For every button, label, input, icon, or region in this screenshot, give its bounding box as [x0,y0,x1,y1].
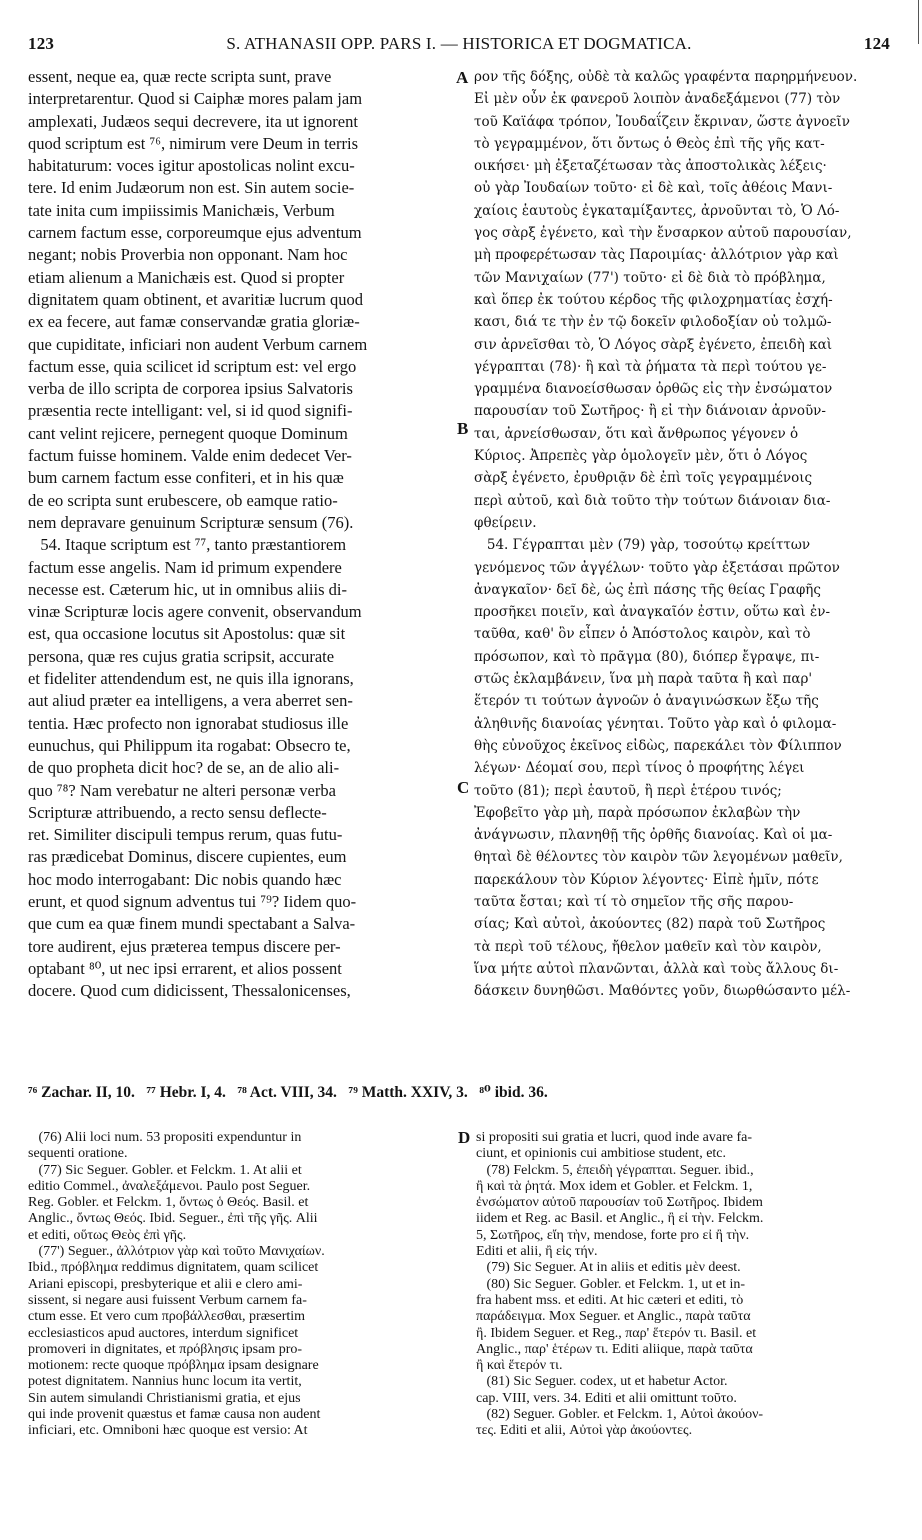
note-line: ἢ. Ibidem Seguer. et Reg., παρ' ἕτερόν τι. Basil. et [476,1325,757,1341]
latin-text-line: nem depravare genuinum Scripturæ sensum (76). [28,512,354,532]
greek-text-line: οὐ γὰρ Ἰουδαίων τοῦτο· εἰ δὲ καὶ, τοῖς ἀθέοις Μανι- [474,180,833,197]
note-line: Editi et alii, ἢ εἰς τήν. [476,1244,598,1260]
note-line: Ibid., πρόβλημα reddimus dignitatem, quam scilicet [28,1260,319,1276]
latin-text-line: de eo scripta sunt erubescere, ob eamque ratio- [28,490,338,510]
greek-text-line: γενόμενος τῶν ἀγγέλων· τοῦτο γὰρ ἐξετάσαι πρῶτον [474,559,840,576]
section-marker-a: A [456,68,469,87]
greek-text-line: γος σὰρξ ἐγένετο, καὶ τὴν ἔνσαρκον αὐτοῦ παρουσίαν, [474,225,852,242]
note-line: (79) Sic Seguer. At in aliis et editis μὲν deest. [476,1260,741,1276]
page-number-right: 124 [863,34,890,53]
latin-text-line: 54. Itaque scriptum est ⁷⁷, tanto præstantiorem [28,535,347,555]
latin-text-line: Scripturæ attribuendo, a recto sensu deflecte- [28,802,327,822]
latin-text-line: vinæ Scripturæ locis agere convenit, observandum [28,602,362,622]
greek-text-line: τοῦτο (81); περὶ ἑαυτοῦ, ἢ περὶ ἑτέρου τινός; [474,782,782,799]
latin-text-line: tate inita cum impiissimis Manichæis, Verbum [28,200,335,220]
latin-text-line: aut aliud præter ea intelligens, a vera aberret sen- [28,691,353,711]
latin-text-line: dignitatem quam obtinent, et avaritiæ lucrum quod [28,289,363,309]
greek-text-line: τὰ περὶ τοῦ τέλους, ἤθελον μαθεῖν καὶ τὸν καιρὸν, [474,938,822,955]
page-edge-line [918,0,919,44]
greek-text-line: οικήσει· μὴ ἐξεταζέτωσαν τὰς ἀποστολικὰς λέξεις· [474,158,827,175]
latin-text-line: quo ⁷⁸? Nam verebatur ne alteri personæ verba [28,780,336,800]
note-line: sequenti oratione. [28,1146,128,1162]
latin-text-line: factum esse angelis. Nam id primum expendere [28,557,342,577]
latin-text-line: docere. Quod cum didicissent, Thessalonicenses, [28,981,351,1001]
latin-text-line: amplexati, Judæos sequi decrevere, ita ut ignorent [28,111,358,131]
latin-text-line: ras prædicebat Dominus, discere cupientes, eum [28,847,347,867]
note-line: iidem et Reg. ac Basil. et Anglic., ἢ εἰ τὴν. Felckm. [476,1211,764,1227]
section-marker-d: D [458,1128,471,1147]
greek-text-line: θηταὶ δὲ θέλοντες τὸν καιρὸν τῶν λεγομένων μαθεῖν, [474,849,843,866]
latin-text-line: eunuchus, qui Philippum ita rogabat: Obsecro te, [28,735,351,755]
latin-text-line: negant; nobis Proverbia non opponant. Nam hoc [28,245,348,265]
note-line: Sin autem simulandi Christianismi gratia, et ejus [28,1390,301,1406]
notes-left-column [28,1130,456,1440]
latin-text-line: hoc modo interrogabant: Dic nobis quando hæc [28,869,342,889]
greek-text-line: τὸ γεγραμμένον, ὅτι ὄντως ὁ Θεὸς ἐπὶ τῆς γῆς κατ- [474,135,825,152]
greek-text-line: ρον τῆς δόξης, οὐδὲ τὰ καλῶς γραφέντα παρηρμήνευον. [474,69,858,85]
latin-text-line: essent, neque ea, quæ recte scripta sunt, prave [28,67,332,86]
note-line: ἢ καὶ τὰ ῥητά. Mox idem et Gobler. et Felckm. 1, [476,1178,753,1194]
note-line: si propositi sui gratia et lucri, quod inde avare fa- [476,1130,753,1145]
note-line: (82) Seguer. Gobler. et Felckm. 1, Αὐτοὶ ἀκούον- [476,1407,764,1423]
note-line: (80) Sic Seguer. Gobler. et Felckm. 1, ut et in- [476,1276,746,1292]
greek-text-line: ἀνάγνωσιν, πλανηθῇ τῆς ὀρθῆς διανοίας. Καὶ οἱ μα- [474,827,833,844]
note-line: ἢ καὶ ἕτερόν τι. [476,1358,563,1374]
latin-text-line: quod scriptum est ⁷⁶, nimirum vere Deum in terris [28,133,358,153]
greek-text-line: ται, ἀρνείσθωσαν, ὅτι καὶ ἄνθρωπος γέγονεν ὁ [474,425,799,442]
latin-text-line: optabant ⁸⁰, ut nec ipsi errarent, et alios possent [28,958,342,978]
greek-text-line: καὶ ὅπερ ἐκ τούτου κέρδος τῆς φιλοχρηματίας ἐσχή- [474,291,833,308]
running-header [28,34,890,58]
latin-text-line: bum carnem factum esse confiteri, et in his quæ [28,468,344,488]
note-line: ciunt, et opinionis cui ambitiose student, etc. [476,1146,727,1162]
greek-text-line: προσῆκει ποιεῖν, καὶ ἀναγκαῖόν ἐστιν, οὕτω καὶ ἐν- [474,604,831,621]
latin-text-column [28,66,456,1002]
note-line: (77) Sic Seguer. Gobler. et Felckm. 1. At alii et [28,1162,302,1178]
greek-text-column [474,66,904,1002]
note-line: Ariani episcopi, presbyterique et alii e clero ami- [28,1276,303,1292]
greek-text-line: Ἐφοβεῖτο γὰρ μὴ, παρὰ πρόσωπον ἐκλαβὼν τὴν [474,804,801,821]
note-line: sissent, si negare ausi fuissent Verbum carnem fa- [28,1292,307,1308]
latin-text-line: tere. Id enim Judæorum non est. Sin autem socie- [28,178,355,198]
note-line: Anglic., παρ' ἑτέρων τι. Editi aliique, παρὰ ταῦτα [476,1341,753,1357]
note-line: ecclesiasticos apud auctores, interdum significet [28,1325,299,1341]
note-line: motionem: recte quoque πρόβλημα ipsam designare [28,1358,319,1374]
greek-text-line: παρουσίαν τοῦ Σωτῆρος· ἢ εἰ τὴν διάνοιαν ἀρνοῦν- [474,403,826,420]
greek-text-line: σιν ἀρνεῖσθαι τὸ, Ὁ Λόγος σὰρξ ἐγένετο, ἐπειδὴ καὶ [474,336,833,353]
latin-text-line: erunt, et quod signum adventus tui ⁷⁹? Iidem quo- [28,891,357,911]
latin-text-line: necesse est. Cæterum hic, ut in omnibus aliis di- [28,579,347,599]
latin-text-line: interpretarentur. Quod si Caiphæ mores palam jam [28,89,363,109]
note-line: qui inde provenit quæstus et famæ causa non audent [28,1407,321,1423]
latin-text-line: etiam alienum a Manichæis est. Quod si propter [28,267,345,287]
greek-text-line: περὶ αὐτοῦ, καὶ διὰ τοῦτο τὴν τούτων διάνοιαν δια- [474,492,831,509]
note-line: promoveri in dignitates, et πρόβλησις ipsam pro- [28,1341,303,1357]
note-line: (76) Alii loci num. 53 propositi expenduntur in [28,1130,302,1145]
greek-text-line: παρεκάλουν τὸν Κύριον λέγοντες· Εἰπὲ ἡμῖν, πότε [474,871,819,888]
latin-text-line: cant velint rejicere, pernegent quoque Dominum [28,423,348,443]
latin-text-line: ret. Similiter discipuli tempus rerum, quas futu- [28,825,343,845]
greek-text-line: ταῦτα ἔσται; καὶ τί τὸ σημεῖον τῆς σῆς παρου- [474,893,794,910]
greek-text-line: τῶν Μανιχαίων (77') τοῦτο· εἰ δὲ διὰ τὸ πρόβλημα, [474,269,826,286]
greek-text-line: ἕτερόν τι τούτων ἀγνοῶν ὁ ἀναγινώσκων ἔξω τῆς [474,693,819,710]
greek-text-line: τοῦ Καϊάφα τρόπον, Ἰουδαΐζειν ἔκριναν, ὥστε ἀγνοεῖν [474,113,850,130]
greek-text-line: ἀναγκαῖον· δεῖ δὲ, ὡς ἐπὶ πάσης τῆς θείας Γραφῆς [474,581,821,598]
greek-text-line: λέγων· Δέομαί σου, περὶ τίνος ὁ προφήτης λέγει [474,760,805,777]
latin-text-line: factum esse, quia scilicet id scriptum est: vel ergo [28,356,357,376]
latin-text-line: factum fuisse hominem. Valde enim dedecet Ver- [28,446,352,466]
note-line: potest dignitatem. Nannius hunc locum ita vertit, [28,1374,302,1390]
greek-text-line: στῶς ἐκλαμβάνειν, ἵνα μὴ παρὰ ταῦτα ἢ καὶ παρ' [474,671,813,688]
latin-text-line: est, qua occasione locutus sit Apostolus: quæ sit [28,624,346,644]
notes-right-column [476,1130,904,1440]
note-line: παράδειγμα. Mox Seguer. et Anglic., παρὰ ταῦτα [476,1309,751,1325]
greek-text-line: ἀληθινῆς διανοίας γένηται. Τοῦτο γὰρ καὶ ὁ φιλομα- [474,715,837,732]
greek-text-line: σὰρξ ἐγένετο, ἐρυθριᾷν δὲ ἐπὶ τοῖς γεγραμμένοις [474,470,813,487]
greek-text-line: σίας; Καὶ αὐτοὶ, ἀκούοντες (82) παρὰ τοῦ Σωτῆρος [474,916,826,933]
note-line: ctum esse. Et vero cum προβάλλεσθαι, præsertim [28,1309,306,1325]
latin-text-line: de quo propheta dicit hoc? de se, an de alio ali- [28,758,340,778]
note-line: (77') Seguer., ἀλλότριον γὰρ καὶ τοῦτο Μανιχαίων. [28,1244,325,1260]
latin-text-line: que cum ea quæ finem mundi spectabant a Salva- [28,914,356,934]
note-line: cap. VIII, vers. 34. Editi et alii omittunt τοῦτο. [476,1390,737,1406]
greek-text-line: πρόσωπον, καὶ τὸ πρᾶγμα (80), διόπερ ἔγραψε, πι- [474,648,820,665]
note-line: τες. Editi et alii, Αὐτοὶ γὰρ ἀκούοντες. [476,1423,693,1439]
note-line: et editi, οὕτως Θεὸς ἐπὶ γῆς. [28,1227,187,1243]
latin-text-line: persona, quæ res cujus gratia scripsit, accurate [28,646,335,666]
note-line: ἐνσώματον αὐτοῦ παρουσίαν τοῦ Σωτῆρος. Ibidem [476,1195,763,1211]
latin-text-line: tentia. Hæc profecto non ignorabat studiosus ille [28,713,349,733]
greek-text-line: θὴς εὐνοῦχος ἐκεῖνος εἰδὼς, παρεκάλει τὸν Φίλιππον [474,737,842,754]
greek-text-line: δάσκειν δυνηθῶσι. Μαθόντες γοῦν, διωρθώσαντο μέλ- [474,983,851,1000]
note-line: Reg. Gobler. et Felckm. 1, ὄντως ὁ Θεός. Basil. et [28,1195,309,1211]
latin-text-line: tore audirent, ejus præterea tempus discere per- [28,936,341,956]
note-line: (81) Sic Seguer. codex, ut et habetur Actor. [476,1374,728,1390]
greek-text-line: μὴ προφερέτωσαν τὰς Παροιμίας· ἀλλότριον γὰρ καὶ [474,247,839,264]
latin-text-line: et fideliter attendendum est, ne quis illa ignorans, [28,669,354,689]
latin-text-line: carnem factum esse, corporeumque ejus adventum [28,223,362,243]
greek-text-line: κασι, διά τε τὴν ἐν τῷ δοκεῖν φιλοδοξίαν οὐ τολμῶ- [474,314,832,331]
scripture-references: ⁷⁶ Zachar. II, 10. ⁷⁷ Hebr. I, 4. ⁷⁸ Act. VIII, 34. ⁷⁹ Matth. XXIV, 3. ⁸⁰ ibid. 36. [28,1084,548,1101]
latin-text-line: verba de illo scripta de corporea ipsius Salvatoris [28,379,353,399]
greek-text-line: γέγραπται (78)· ἢ καὶ τὰ ῥήματα τὰ περὶ τούτου γε- [474,358,827,375]
greek-text-line: φθείρειν. [474,514,537,531]
note-line: Anglic., ὄντως Θεός. Ibid. Seguer., ἐπὶ τῆς γῆς. Alii [28,1211,318,1227]
section-marker-c: C [457,778,470,797]
section-marker-b: B [457,419,469,438]
greek-text-line: χαίοις ἑαυτοὺς ἐγκαταμίξαντες, ἀρνοῦνται τὸ, Ὁ Λό- [474,202,840,219]
page-number-left: 123 [28,34,55,53]
note-line: fra habent mss. et editi. At hic cæteri et editi, τὸ [476,1292,744,1308]
latin-text-line: ex ea fecere, aut famæ conservandæ gratia gloriæ- [28,312,360,332]
greek-text-line: Εἰ μὲν οὖν ἐκ φανεροῦ λοιπὸν ἀναδεξάμενοι (77) τὸν [474,91,841,108]
note-line: 5, Σωτῆρος, εἴη τὴν, mendose, forte pro εἰ ἢ τὴν. [476,1227,750,1243]
running-title: S. ATHANASII OPP. PARS I. — HISTORICA ET DOGMATICA. [226,34,692,53]
latin-text-line: præsentia recte intelligant: vel, si id quod signifi- [28,401,353,421]
latin-text-line: que cupiditate, inficiari non audent Verbum carnem [28,334,368,354]
note-line: inficiari, etc. Omniboni hæc quoque est versio: At [28,1423,308,1439]
greek-text-line: Κύριος. Ἀπρεπὲς γὰρ ὁμολογεῖν μὲν, ὅτι ὁ Λόγος [474,448,808,465]
latin-text-line: habitaturum: voces igitur apostolicas nolint excu- [28,156,355,176]
greek-text-line: ταῦθα, καθ' ὃν εἶπεν ὁ Ἀπόστολος καιρὸν, καὶ τὸ [474,626,811,643]
note-line: editio Commel., ἀναλεξάμενοι. Paulo post Seguer. [28,1178,311,1194]
note-line: (78) Felckm. 5, ἐπειδὴ γέγραπται. Seguer. ibid., [476,1162,754,1178]
greek-text-line: γραμμένα διανοείσθωσαν ὀρθῶς εἰς τὴν ἐνσώματον [474,381,833,398]
greek-text-line: ἵνα μήτε αὐτοὶ πλανῶνται, ἀλλὰ καὶ τοὺς ἄλλους δι- [474,960,839,977]
greek-text-line: 54. Γέγραπται μὲν (79) γὰρ, τοσούτῳ κρείττων [474,537,811,554]
